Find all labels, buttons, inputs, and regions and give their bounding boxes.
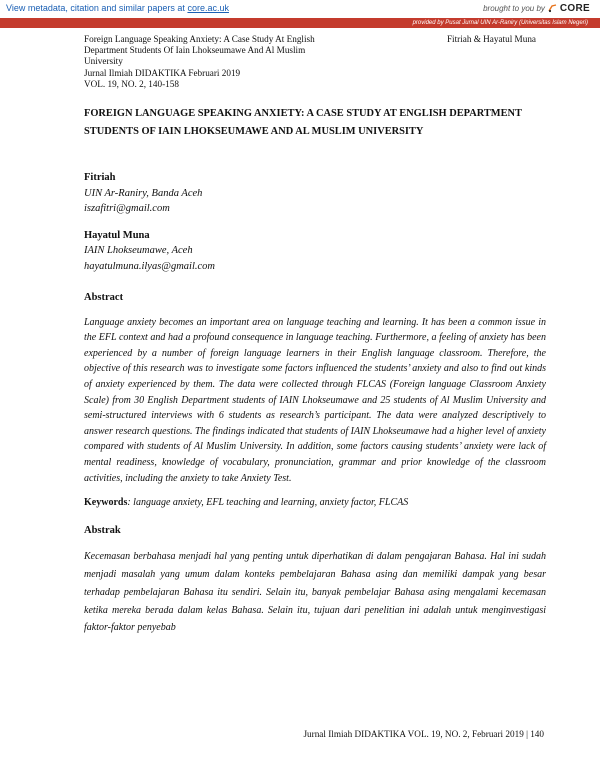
running-head-left [84,34,354,90]
running-head-line: Foreign Language Speaking Anxiety: A Case Study At English [84,34,315,44]
running-head-line: VOL. 19, NO. 2, 140-158 [84,78,179,89]
keywords-text: : language anxiety, EFL teaching and learning, anxiety factor, FLCAS [127,497,409,509]
running-head [84,34,546,90]
paper-page [84,34,546,637]
running-head-line: University [84,56,123,67]
author-name: Hayatul Muna [84,229,150,241]
core-logo-icon [548,4,557,13]
core-metadata-bar [0,0,600,19]
author-block [84,228,546,275]
page-footer: Jurnal Ilmiah DIDAKTIKA VOL. 19, NO. 2, Februari 2019 | 140 [303,729,544,739]
author-email: hayatulmuna.ilyas@gmail.com [84,260,215,272]
author-block [84,170,546,217]
author-email: iszafitri@gmail.com [84,203,170,215]
provider-strip [0,18,600,28]
keywords-label: Keywords [84,497,128,509]
abstrak-heading: Abstrak [84,525,121,537]
running-head-line: Jurnal Ilmiah DIDAKTIKA Februari 2019 [84,67,241,78]
keywords-line [84,497,546,508]
abstrak-body: Kecemasan berbahasa menjadi hal yang penting untuk diperhatikan di dalam pengajaran Bahasa. Hal ini sudah menjadi masalah yang umum dalam konteks pembelajaran Bahasa asing dan memiliki dampak yang besar terhadap pembelajaran Bahasa itu sendiri. Selain itu, banyak pembelajar Bahasa asing mengalami kecemasan ketika mereka berada dalam kelas Bahasa. Selain itu, tujuan dari penelitian ini adalah untuk menginvestigasi faktor-faktor penyebab [84,551,546,634]
brought-by-text: brought to you by [483,4,545,13]
author-name: Fitriah [84,172,116,184]
core-link[interactable]: core.ac.uk [187,3,229,13]
core-attribution[interactable] [483,3,590,14]
paper-title: FOREIGN LANGUAGE SPEAKING ANXIETY: A CASE STUDY AT ENGLISH DEPARTMENT STUDENTS OF IAIN LHOKSEUMAWE AND AL MUSLIM UNIVERSITY [84,108,522,137]
running-head-authors: Fitriah & Hayatul Muna [446,34,536,44]
core-logo-word: CORE [559,3,590,14]
author-affiliation: IAIN Lhokseumawe, Aceh [84,245,193,257]
author-affiliation: UIN Ar-Raniry, Banda Aceh [84,187,203,199]
abstract-heading: Abstract [84,291,124,303]
running-head-line: Department Students Of Iain Lhokseumawe And Al Muslim [84,45,306,56]
provider-text: provided by Pusat Jurnal UIN Ar-Raniry (Universitas Islam Negeri) [412,20,588,26]
abstract-body: Language anxiety becomes an important area on language teaching and learning. It has been a common issue in the EFL context and had a profound consequence in language teaching. Furthermore, a feeling of anxiety has been experienced by a number of foreign language learners in their English language classroom. Therefore, the objective of this research was to investigate some factors influenced the students’ anxiety and also to find out kinds of anxiety experienced by them. The data were collected through FLCAS (Foreign language Classroom Anxiety Scale) from 30 English Department students of IAIN Lhokseumawe and 25 students of Al Muslim University and semi-structured interviews with 6 students as research’s participant. The data were analyzed descriptively to answer research questions. The findings indicated that students of IAIN Lhokseumawe had a higher level of anxiety compared with students of Al Muslim University. In addition, some factors causing students’ anxiety were lack of mental readiness, knowledge of vocabulary, pronunciation, grammar and prior knowledge of the classroom activities, including the anxiety to take Anxiety Test. [84,316,546,484]
core-metadata-text [6,3,229,13]
core-metadata-prefix: View metadata, citation and similar papers at [6,3,188,13]
